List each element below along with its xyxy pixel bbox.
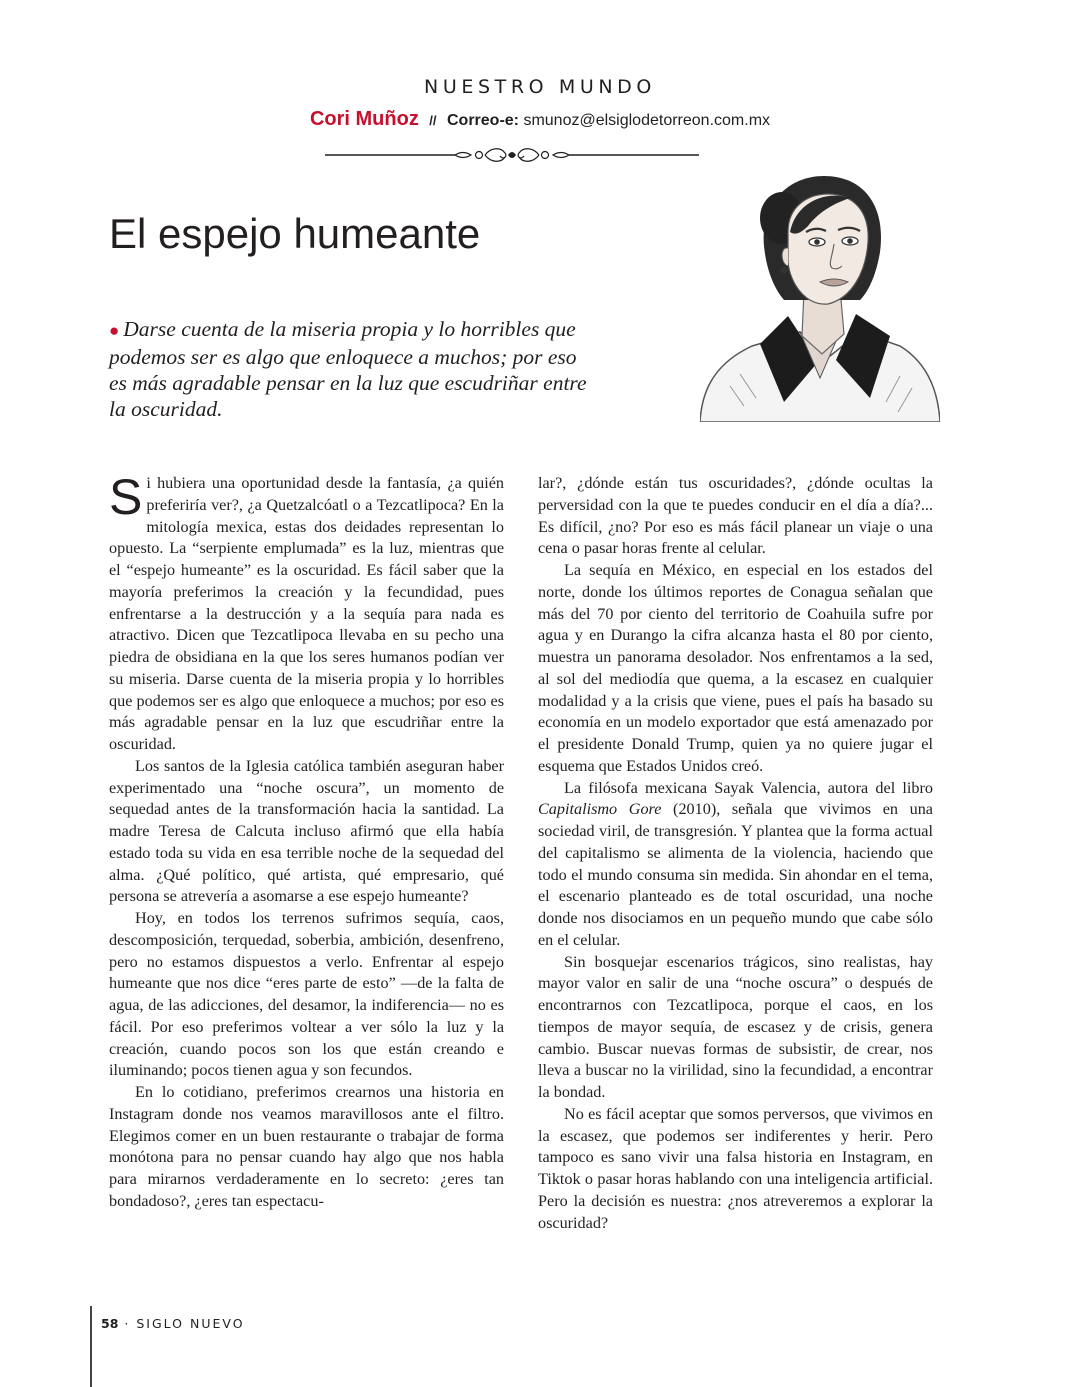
article-paragraph: Hoy, en todos los terrenos sufrimos sequía, caos, descomposición, terquedad, soberbia, ambición, desenfreno, pero no estamos dispuestos a verlo. Enfrentar al espejo humeante que nos dice “eres parte de esto” —de la falta de agua, de las adicciones, del desamor, la indiferencia— no es fácil. Por eso preferimos voltear a ver sólo la luz y la creación, cuando pocos son los que están creando e iluminando; pocos tienen agua y son fecundos. — [109, 909, 504, 1080]
footer-dot: · — [124, 1316, 131, 1331]
article-column-right — [538, 473, 933, 1234]
author-name: Cori Muñoz — [309, 108, 419, 130]
lead-bullet-icon: ● — [109, 321, 120, 340]
article-paragraph: No es fácil aceptar que somos perversos, que vivimos en la escasez, que podemos ser indiferentes y herir. Pero tampoco es sano vivir una falsa historia en Instagram, en Tiktok o pasar horas hablando con una inteligencia artificial. Pero la decisión es nuestra: ¿nos atreveremos a explorar la oscuridad? — [538, 1104, 933, 1232]
drop-cap: S — [109, 469, 143, 525]
section-label: NUESTRO MUNDO — [424, 76, 656, 98]
page-footer — [101, 1316, 245, 1331]
article-paragraph: La sequía en México, en especial en los estados del norte, donde los últimos reportes de Conagua señalan que más del 70 por ciento del territorio de Coahuila sufre por agua y en Durango la cifra alcanza hasta el 80 por ciento, muestra un panorama desolador. Nos enfrentamos a la sed, al sol del mediodía que quema, a la escasez en cualquier modalidad y a la crisis que viene, pues el país ha basado su economía en un modelo exportador que está amenazado por el presidente Donald Trump, quien ya no quiere jugar el esquema que Estados Unidos creó. — [538, 561, 933, 775]
paragraph-text: La filósofa mexicana Sayak Valencia, autora del libro — [564, 778, 933, 797]
page-number: 58 — [101, 1316, 119, 1331]
author-email[interactable]: smunoz@elsiglodetorreon.com.mx — [523, 112, 771, 129]
article-paragraph — [538, 778, 933, 952]
article-lead — [109, 316, 594, 422]
paragraph-text: i hubiera una oportunidad desde la fantasía, ¿a quién preferiría ver?, ¿a Quetzalcóatl o a Tezcatlipoca? En la mitología mexica, estas dos deidades representan lo opuesto. La “serpiente emplumada” es la luz, mientras que el “espejo humeante” es la oscuridad. Es fácil saber que la mayoría preferimos la creación y la fecundidad, pues enfrentarse a la destrucción y a la sequía para nada es atractivo. Dicen que Tezcatlipoca llevaba en su pecho una piedra de obsidiana en la que los seres humanos podían ver su miseria. Darse cuenta de la miseria propia y lo horribles que podemos ser es algo que enloquece a muchos; por eso es más agradable pensar en la luz que escudriñar entre la oscuridad. — [109, 474, 504, 753]
article-column-left — [109, 469, 504, 1213]
paragraph-text: (2010), señala que vivimos en una sociedad viril, de transgresión. Y plantea que la forma actual del capitalismo se alimenta de la violencia, haciendo que todo el mundo consuma sin medida. Sin ahondar en el tema, el escenario planteado es de total oscuridad, una noche donde nos disociamos en un pequeño mundo que cabe sólo en el celular. — [538, 800, 933, 949]
book-title: Capitalismo Gore — [538, 800, 662, 819]
article-paragraph: En lo cotidiano, preferimos crearnos una historia en Instagram donde nos veamos maravillosos ante el filtro. Elegimos comer en un buen restaurante o trabajar de forma monótona para no pensar cuando hay algo que nos habla para mirarnos verdaderamente en lo secreto: ¿eres tan bondadoso?, ¿eres tan espectacu- — [109, 1083, 504, 1210]
footer-rule — [90, 1306, 92, 1387]
publication-name: SIGLO NUEVO — [136, 1316, 245, 1331]
article-paragraph: Sin bosquejar escenarios trágicos, sino realistas, hay mayor valor en salir de una “noche oscura” o después de encontrarnos con Tezcatlipoca, porque el caos, en los tiempos de mayor sequía, de escasez y de crisis, genera cambio. Buscar nuevas formas de subsistir, de crear, nos lleva a buscar no la virilidad, sino la fecundidad, a encontrar la bondad. — [538, 952, 933, 1101]
email-label: Correo-e: — [446, 112, 519, 129]
article-paragraph: Los santos de la Iglesia católica también aseguran haber experimentado una “noche oscura”, un momento de sequedad antes de la transformación hacia la santidad. La madre Teresa de Calcuta incluso afirmó que ella había estado toda su vida en esa terrible noche de la sequedad del alma. ¿Qué político, qué artista, qué empresario, qué persona se atrevería a asomarse a ese espejo humeante? — [109, 756, 504, 906]
article-title: El espejo humeante — [109, 210, 481, 257]
decorative-divider-icon — [325, 144, 699, 166]
byline-separator: // — [429, 113, 437, 128]
lead-text: Darse cuenta de la miseria propia y lo horribles que podemos ser es algo que enloquece a muchos; por eso es más agradable pensar en la luz que escudriñar entre la oscuridad. — [109, 317, 587, 421]
article-paragraph: lar?, ¿dónde están tus oscuridades?, ¿dónde ocultas la perversidad con la que te puedes conducir en el día a día?... Es difícil, ¿no? Por eso es más fácil planear un viaje o una cena o pasar horas frente al celular. — [538, 474, 933, 558]
author-portrait-illustration — [700, 166, 940, 422]
article-paragraph — [109, 469, 504, 756]
byline — [0, 108, 1080, 131]
